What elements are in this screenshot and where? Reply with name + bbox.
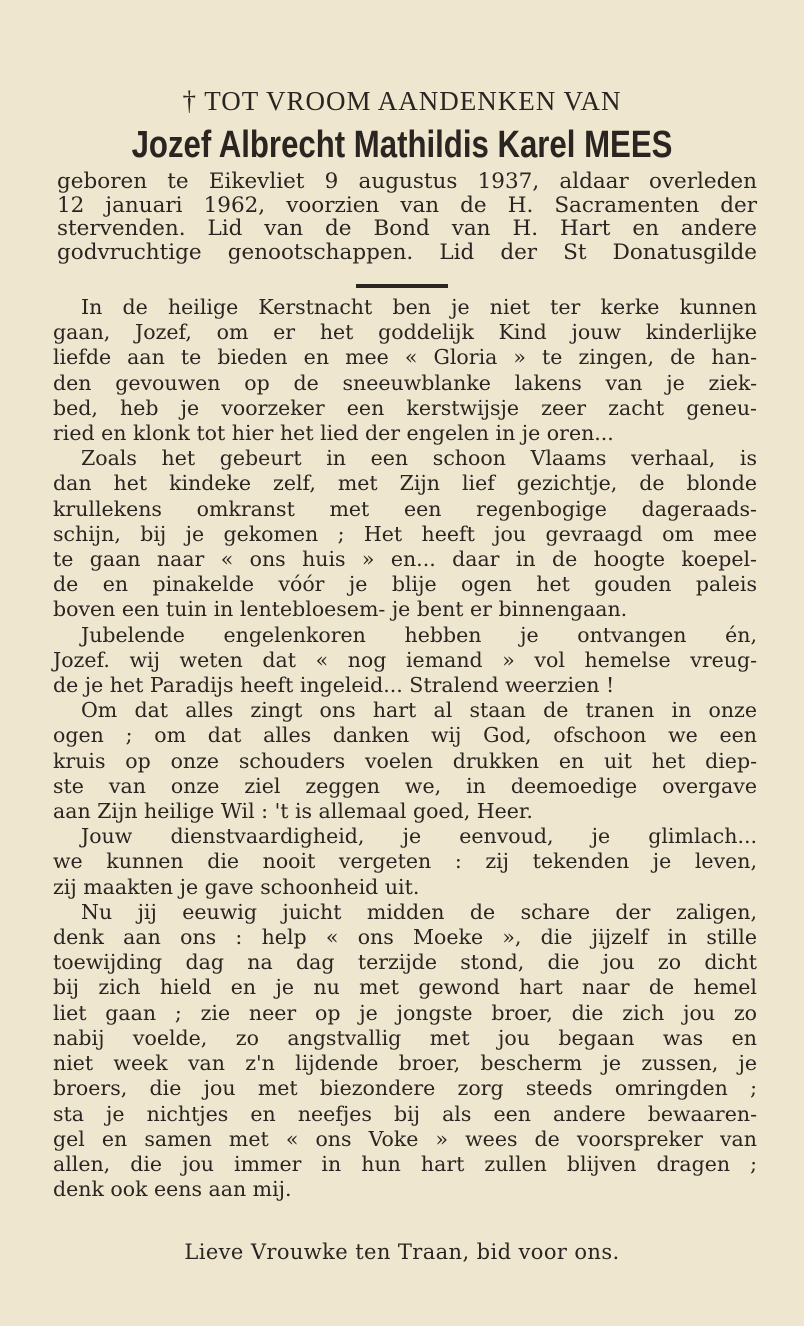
paragraph — [53, 900, 757, 1202]
text-line: schijn, bij je gekomen ; Het heeft jou gevraagd om mee — [53, 521, 757, 546]
text-line: Zoals het gebeurt in een schoon Vlaams verhaal, is — [81, 446, 757, 471]
text-line: te gaan naar « ons huis » en... daar in de hoogte koepel- — [53, 547, 757, 572]
bio-line: geboren te Eikevliet 9 augustus 1937, aldaar overleden — [57, 169, 757, 194]
bio-line: godvruchtige genootschappen. Lid der St Donatusgilde — [57, 239, 757, 265]
deceased-name: Jozef Albrecht Mathildis Karel MEES — [131, 124, 673, 166]
paragraph — [53, 698, 757, 824]
text-line: ogen ; om dat alles danken wij God, ofschoon we een — [53, 723, 757, 748]
text-line: ste van onze ziel zeggen we, in deemoedige overgave — [53, 773, 757, 798]
text-line: liefde aan te bieden en mee « Gloria » te zingen, de han- — [53, 345, 757, 370]
text-line: broers, die jou met biezondere zorg steeds omringden ; — [53, 1076, 757, 1101]
text-line: liet gaan ; zie neer op je jongste broer, die zich jou zo — [53, 1000, 757, 1025]
divider-rule — [356, 284, 448, 288]
text-line: In de heilige Kerstnacht ben je niet ter kerke kunnen — [81, 295, 757, 319]
text-line: denk ook eens aan mij. — [53, 1177, 292, 1202]
biography — [57, 170, 757, 264]
text-line: kruis op onze schouders voelen drukken en uit het diep- — [53, 748, 757, 773]
text-line: zij maakten je gave schoonheid uit. — [53, 874, 420, 899]
closing-prayer: Lieve Vrouwke ten Traan, bid voor ons. — [184, 1240, 620, 1264]
text-line: de en pinakelde vóór je blije ogen het gouden paleis — [53, 572, 757, 597]
paragraph — [53, 446, 757, 622]
bio-line: stervenden. Lid van de Bond van H. Hart en andere — [57, 216, 757, 241]
text-line: aan Zijn heilige Wil : 't is allemaal goed, Heer. — [53, 799, 533, 824]
text-line: allen, die jou immer in hun hart zullen blijven dragen ; — [53, 1151, 757, 1176]
text-line: denk aan ons : help « ons Moeke », die jijzelf in stille — [53, 925, 757, 950]
text-line: toewijding dag na dag terzijde stond, die jou zo dicht — [53, 950, 757, 975]
text-line: bed, heb je voorzeker een kerstwijsje zeer zacht geneu- — [53, 395, 757, 420]
text-line: Jozef. wij weten dat « nog iemand » vol hemelse vreug- — [53, 647, 757, 672]
bio-line: 12 januari 1962, voorzien van de H. Sacramenten der — [57, 192, 757, 218]
text-line: Jubelende engelenkoren hebben je ontvangen én, — [81, 622, 757, 647]
text-line: krullekens omkranst met een regenbogige dageraads- — [53, 496, 757, 521]
text-line: den gevouwen op de sneeuwblanke lakens van je ziek- — [53, 370, 757, 395]
memorial-text — [53, 295, 757, 1202]
text-line: Om dat alles zingt ons hart al staan de tranen in onze — [81, 698, 757, 723]
text-line: gaan, Jozef, om er het goddelijk Kind jouw kinderlijke — [53, 320, 757, 345]
text-line: nabij voelde, zo angstvallig met jou begaan was en — [53, 1025, 757, 1050]
memorial-title: † TOT VROOM AANDENKEN VAN — [182, 86, 622, 116]
text-line: Nu jij eeuwig juicht midden de schare der zaligen, — [81, 899, 757, 924]
text-line: de je het Paradijs heeft ingeleid... Stralend weerzien ! — [53, 673, 615, 698]
text-line: ried en klonk tot hier het lied der engelen in je oren... — [53, 421, 614, 446]
text-line: bij zich hield en je nu met gewond hart naar de hemel — [53, 975, 757, 1000]
paragraph — [53, 824, 757, 900]
paragraph — [53, 295, 757, 446]
text-line: sta je nichtjes en neefjes bij als een andere bewaaren- — [53, 1101, 757, 1126]
text-line: Jouw dienstvaardigheid, je eenvoud, je glimlach... — [81, 824, 757, 849]
text-line: we kunnen die nooit vergeten : zij tekenden je leven, — [53, 849, 757, 874]
text-line: gel en samen met « ons Voke » wees de voorspreker van — [53, 1126, 757, 1151]
paragraph — [53, 623, 757, 699]
text-line: niet week van z'n lijdende broer, bescherm je zussen, je — [53, 1051, 757, 1076]
text-line: boven een tuin in lentebloesem- je bent er binnengaan. — [53, 597, 628, 622]
text-line: dan het kindeke zelf, met Zijn lief gezichtje, de blonde — [53, 471, 757, 496]
